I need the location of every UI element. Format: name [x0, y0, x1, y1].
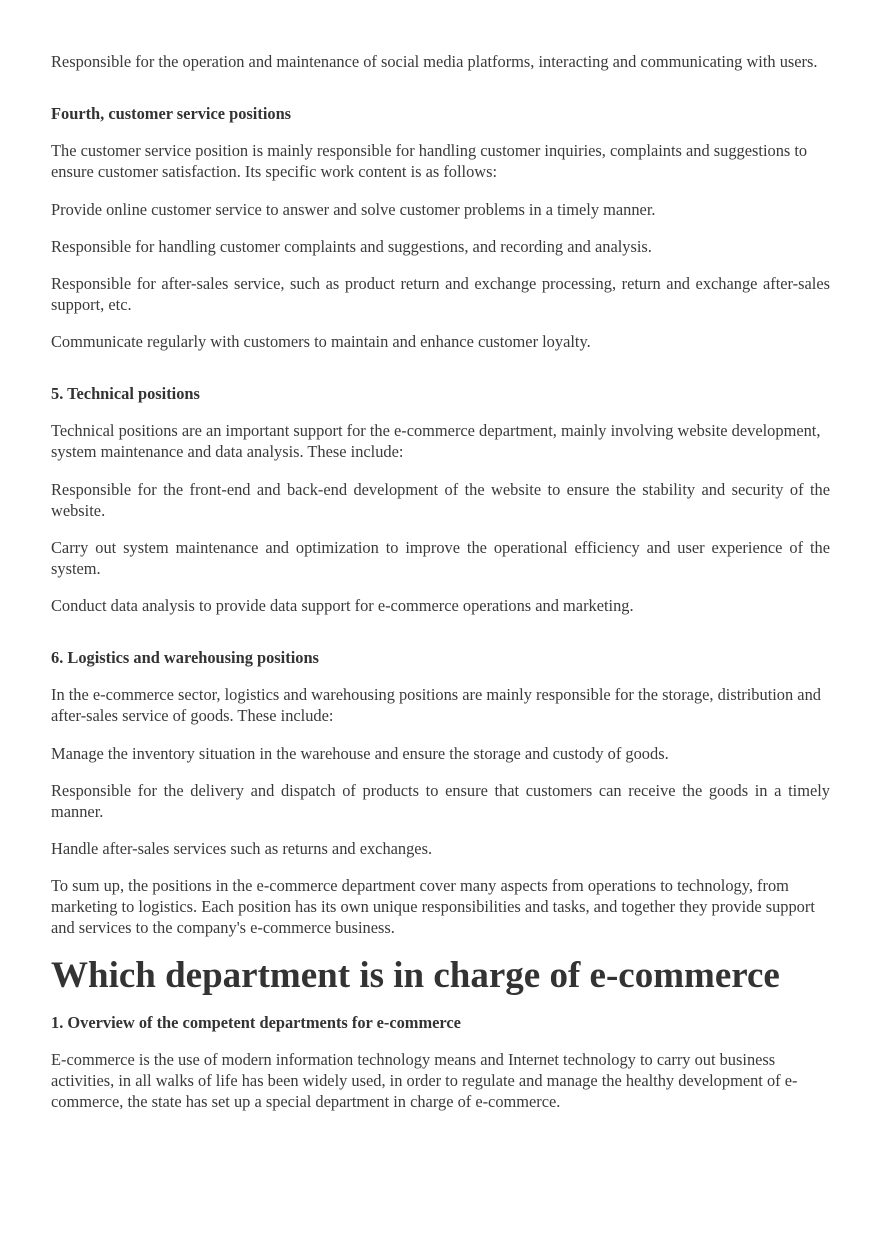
technical-heading: 5. Technical positions: [51, 384, 200, 403]
overview-paragraph: E-commerce is the use of modern information technology means and Internet technology to carry out business activities, in all walks of life has been widely used, in order to regulate and manage the healthy development of e-commerce, the state has set up a special department in charge of e-commerce.: [51, 1050, 798, 1111]
customer-service-item: Provide online customer service to answer and solve customer problems in a timely manner.: [51, 200, 656, 219]
logistics-item: Responsible for the delivery and dispatch of products to ensure that customers can receive the goods in a timely manner.: [51, 781, 830, 821]
customer-service-intro: The customer service position is mainly responsible for handling customer inquiries, complaints and suggestions to ensure customer satisfaction. Its specific work content is as follows:: [51, 141, 808, 181]
main-title: Which department is in charge of e-commerce: [51, 955, 780, 996]
technical-item: Conduct data analysis to provide data support for e-commerce operations and marketing.: [51, 596, 634, 615]
customer-service-item: Communicate regularly with customers to maintain and enhance customer loyalty.: [51, 332, 591, 351]
logistics-heading: 6. Logistics and warehousing positions: [51, 648, 319, 667]
document-page: [51, 51, 830, 1112]
overview-heading: 1. Overview of the competent departments for e-commerce: [51, 1013, 461, 1032]
technical-item: Carry out system maintenance and optimization to improve the operational efficiency and user experience of the system.: [51, 538, 830, 578]
logistics-item: Manage the inventory situation in the warehouse and ensure the storage and custody of goods.: [51, 744, 669, 763]
customer-service-item: Responsible for handling customer complaints and suggestions, and recording and analysis.: [51, 237, 652, 256]
logistics-intro: In the e-commerce sector, logistics and warehousing positions are mainly responsible for the storage, distribution and after-sales service of goods. These include:: [51, 685, 821, 725]
social-media-paragraph: Responsible for the operation and maintenance of social media platforms, interacting and communicating with users.: [51, 52, 818, 71]
logistics-item: Handle after-sales services such as returns and exchanges.: [51, 839, 433, 858]
summary-paragraph: To sum up, the positions in the e-commerce department cover many aspects from operations to technology, from marketing to logistics. Each position has its own unique responsibilities and tasks, and together they provide support and services to the company's e-commerce business.: [51, 876, 815, 937]
technical-item: Responsible for the front-end and back-end development of the website to ensure the stability and security of the website.: [51, 480, 830, 520]
customer-service-item: Responsible for after-sales service, such as product return and exchange processing, return and exchange after-sales support, etc.: [51, 274, 830, 314]
technical-intro: Technical positions are an important support for the e-commerce department, mainly involving website development, system maintenance and data analysis. These include:: [51, 421, 821, 461]
customer-service-heading: Fourth, customer service positions: [51, 104, 292, 123]
